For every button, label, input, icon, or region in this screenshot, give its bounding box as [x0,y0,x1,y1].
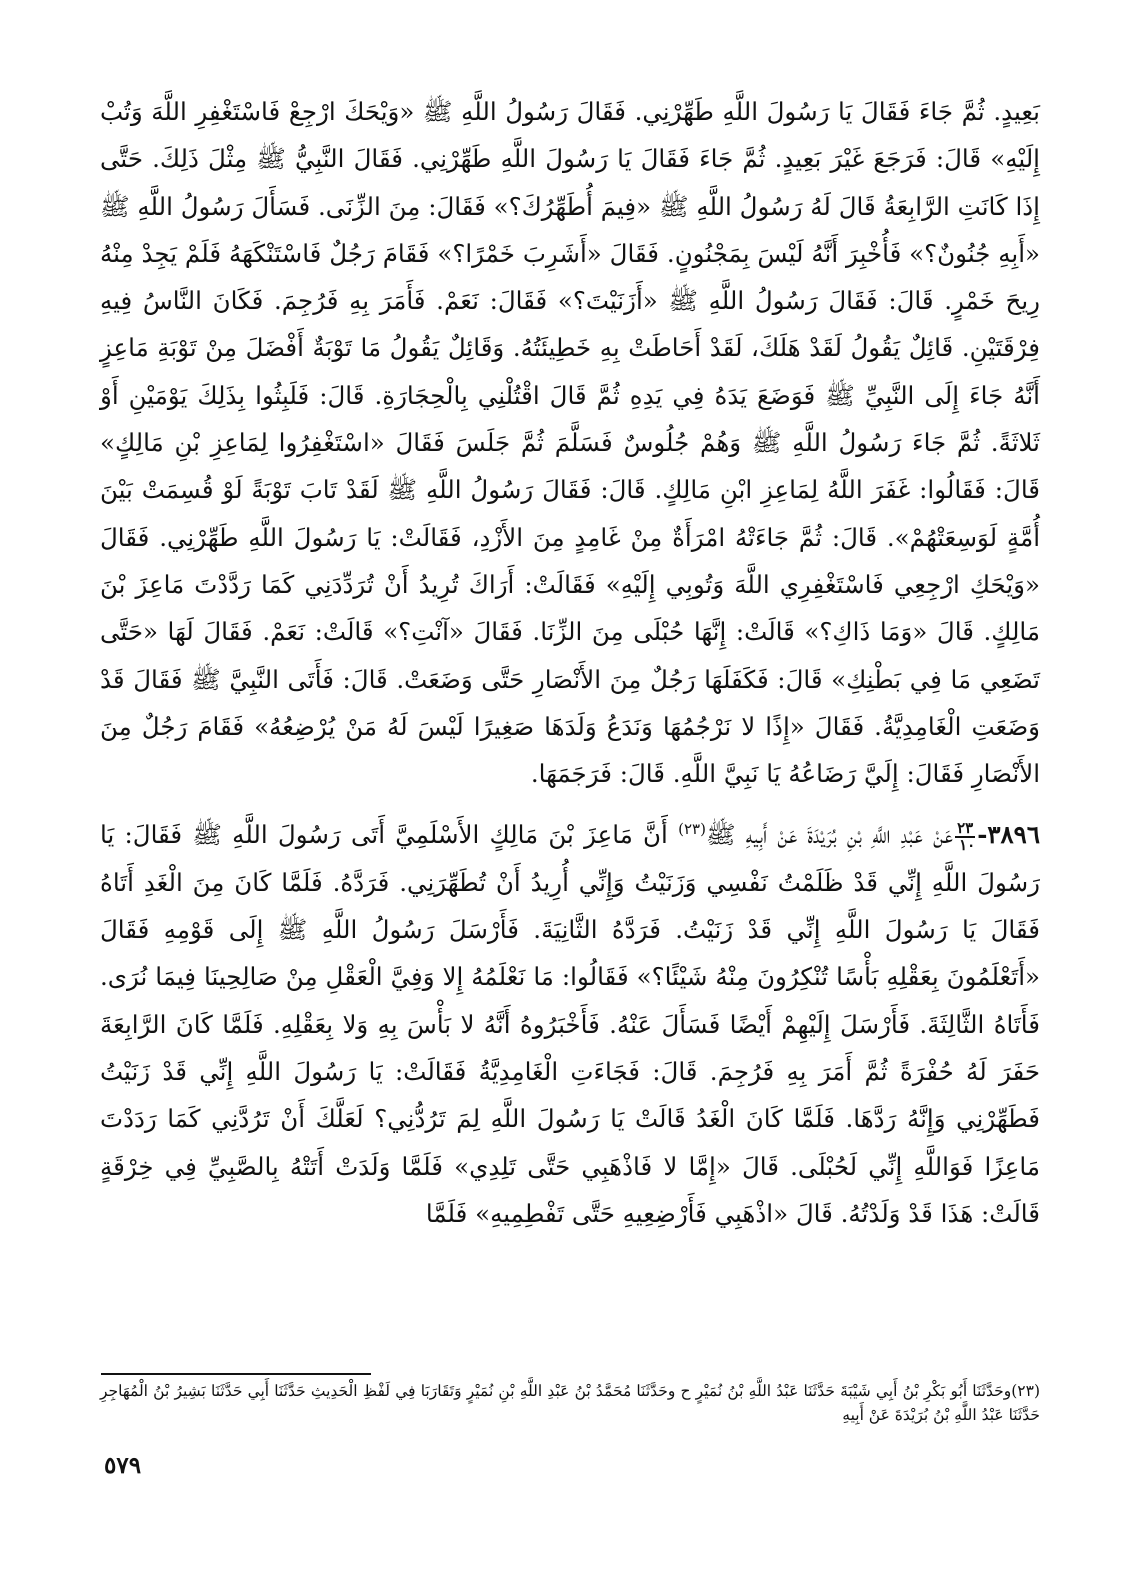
book-page [100,88,1040,1528]
fraction-bottom: ١٠ [959,835,976,854]
hadith-chain-lead: عَنْ عَبْدِ اللَّهِ بْنِ بُرَيْدَةَ عَنْ أَبِيهِ ﷺ [705,820,954,850]
page-number: ٥٧٩ [104,1452,142,1479]
hadith-fraction [955,818,976,854]
hadith-text: أَنَّ مَاعِزَ بْنَ مَالِكٍ الأَسْلَمِيَّ أَتَى رَسُولَ اللَّهِ ﷺ فَقَالَ: يَا رَسُولَ اللَّهِ إِنِّي قَدْ ظَلَمْتُ نَفْسِي وَزَنَيْتُ وَإِنِّي أُرِيدُ أَنْ تُطَهِّرَنِي. فَرَدَّهُ. فَلَمَّا كَانَ مِنَ الْغَدِ أَتَاهُ فَقَالَ يَا رَسُولَ اللَّهِ إِنِّي قَدْ زَنَيْتُ. فَرَدَّهُ الثَّانِيَةَ. فَأَرْسَلَ رَسُولُ اللَّهِ ﷺ إِلَى قَوْمِهِ فَقَالَ «أَتَعْلَمُونَ بِعَقْلِهِ بَأْسًا تُنْكِرُونَ مِنْهُ شَيْئًا؟» فَقَالُوا: مَا نَعْلَمُهُ إِلا وَفِيَّ الْعَقْلِ مِنْ صَالِحِينَا فِيمَا نُرَى. فَأَتَاهُ الثَّالِثَةَ. فَأَرْسَلَ إِلَيْهِمْ أَيْضًا فَسَأَلَ عَنْهُ. فَأَخْبَرُوهُ أَنَّهُ لا بَأْسَ بِهِ وَلا بِعَقْلِهِ. فَلَمَّا كَانَ الرَّابِعَةَ حَفَرَ لَهُ حُفْرَةً ثُمَّ أَمَرَ بِهِ فَرُجِمَ. قَالَ: فَجَاءَتِ الْغَامِدِيَّةُ فَقَالَتْ: يَا رَسُولَ اللَّهِ إِنِّي قَدْ زَنَيْتُ فَطَهِّرْنِي وَإِنَّهُ رَدَّهَا. فَلَمَّا كَانَ الْغَدُ قَالَتْ يَا رَسُولَ اللَّهِ لِمَ تَرُدُّنِي؟ لَعَلَّكَ أَنْ تَرُدَّنِي كَمَا رَدَدْتَ مَاعِزًا فَوَاللَّهِ إِنِّي لَحُبْلَى. قَالَ «إِمَّا لا فَاذْهَبِي حَتَّى تَلِدِي» فَلَمَّا وَلَدَتْ أَتَتْهُ بِالصَّبِيِّ فِي خِرْقَةٍ قَالَتْ: هَذَا قَدْ وَلَدْتُهُ. قَالَ «اذْهَبِي فَأَرْضِعِيهِ حَتَّى تَفْطِمِيهِ» فَلَمَّا [100,820,1040,1228]
footnote-divider [101,1373,371,1375]
hadith-paragraph-3896 [100,811,1040,1237]
hadith-number: ٣٨٩٦- [977,820,1040,850]
footnote-reference: (٢٣) [678,820,706,839]
hadith-paragraph-continued: بَعِيدٍ. ثُمَّ جَاءَ فَقَالَ يَا رَسُولَ اللَّهِ طَهِّرْنِي. فَقَالَ رَسُولُ اللَّهِ ﷺ «وَيْحَكَ ارْجِعْ فَاسْتَغْفِرِ اللَّهَ وَتُبْ إِلَيْهِ» قَالَ: فَرَجَعَ غَيْرَ بَعِيدٍ. ثُمَّ جَاءَ فَقَالَ يَا رَسُولَ اللَّهِ طَهِّرْنِي. فَقَالَ النَّبِيُّ ﷺ مِثْلَ ذَلِكَ. حَتَّى إِذَا كَانَتِ الرَّابِعَةُ قَالَ لَهُ رَسُولُ اللَّهِ ﷺ «فِيمَ أُطَهِّرُكَ؟» فَقَالَ: مِنَ الزِّنَى. فَسَأَلَ رَسُولُ اللَّهِ ﷺ «أَبِهِ جُنُونٌ؟» فَأُخْبِرَ أَنَّهُ لَيْسَ بِمَجْنُونٍ. فَقَالَ «أَشَرِبَ خَمْرًا؟» فَقَامَ رَجُلٌ فَاسْتَنْكَهَهُ فَلَمْ يَجِدْ مِنْهُ رِيحَ خَمْرٍ. قَالَ: فَقَالَ رَسُولُ اللَّهِ ﷺ «أَزَنَيْتَ؟» فَقَالَ: نَعَمْ. فَأَمَرَ بِهِ فَرُجِمَ. فَكَانَ النَّاسُ فِيهِ فِرْقَتَيْنِ. قَائِلٌ يَقُولُ لَقَدْ هَلَكَ، لَقَدْ أَحَاطَتْ بِهِ خَطِيئَتُهُ. وَقَائِلٌ يَقُولُ مَا تَوْبَةٌ أَفْضَلَ مِنْ تَوْبَةِ مَاعِزٍ أَنَّهُ جَاءَ إِلَى النَّبِيِّ ﷺ فَوَضَعَ يَدَهُ فِي يَدِهِ ثُمَّ قَالَ اقْتُلْنِي بِالْحِجَارَةِ. قَالَ: فَلَبِثُوا بِذَلِكَ يَوْمَيْنِ أَوْ ثَلاثَةً. ثُمَّ جَاءَ رَسُولُ اللَّهِ ﷺ وَهُمْ جُلُوسٌ فَسَلَّمَ ثُمَّ جَلَسَ فَقَالَ «اسْتَغْفِرُوا لِمَاعِزِ بْنِ مَالِكٍ» قَالَ: فَقَالُوا: غَفَرَ اللَّهُ لِمَاعِزِ ابْنِ مَالِكٍ. قَالَ: فَقَالَ رَسُولُ اللَّهِ ﷺ لَقَدْ تَابَ تَوْبَةً لَوْ قُسِمَتْ بَيْنَ أُمَّةٍ لَوَسِعَتْهُمْ». قَالَ: ثُمَّ جَاءَتْهُ امْرَأَةٌ مِنْ غَامِدٍ مِنَ الأَزْدِ، فَقَالَتْ: يَا رَسُولَ اللَّهِ طَهِّرْنِي. فَقَالَ «وَيْحَكِ ارْجِعِي فَاسْتَغْفِرِي اللَّهَ وَتُوبِي إِلَيْهِ» فَقَالَتْ: أَرَاكَ تُرِيدُ أَنْ تُرَدِّدَنِي كَمَا رَدَّدْتَ مَاعِزَ بْنَ مَالِكٍ. قَالَ «وَمَا ذَاكِ؟» قَالَتْ: إِنَّهَا حُبْلَى مِنَ الزِّنَا. فَقَالَ «آنْتِ؟» قَالَتْ: نَعَمْ. فَقَالَ لَهَا «حَتَّى تَضَعِي مَا فِي بَطْنِكِ» قَالَ: فَكَفَلَهَا رَجُلٌ مِنَ الأَنْصَارِ حَتَّى وَضَعَتْ. قَالَ: فَأَتَى النَّبِيَّ ﷺ فَقَالَ قَدْ وَضَعَتِ الْغَامِدِيَّةُ. فَقَالَ «إِذًا لا نَرْجُمُهَا وَنَدَعُ وَلَدَهَا صَغِيرًا لَيْسَ لَهُ مَنْ يُرْضِعُهُ» فَقَامَ رَجُلٌ مِنَ الأَنْصَارِ فَقَالَ: إِلَيَّ رَضَاعُهُ يَا نَبِيَّ اللَّهِ. قَالَ: فَرَجَمَهَا. [100,97,1041,789]
footnote: (٢٣)وحَدَّثَنَا أَبُو بَكْرِ بْنُ أَبِي شَيْبَةَ حَدَّثَنَا عَبْدُ اللَّهِ بْنُ نُمَيْرٍ ح وحَدَّثَنَا مُحَمَّدُ بْنُ عَبْدِ اللَّهِ بْنِ نُمَيْرٍ وَتَقَارَبَا فِي لَفْظِ الْحَدِيثِ حَدَّثَنَا أَبِي حَدَّثَنَا بَشِيرُ بْنُ الْمُهَاجِرِ حَدَّثَنَا عَبْدُ اللَّهِ بْنُ بُرَيْدَةَ عَنْ أَبِيهِ [100,1382,1040,1424]
fraction-top: ٢٣ [957,818,974,837]
